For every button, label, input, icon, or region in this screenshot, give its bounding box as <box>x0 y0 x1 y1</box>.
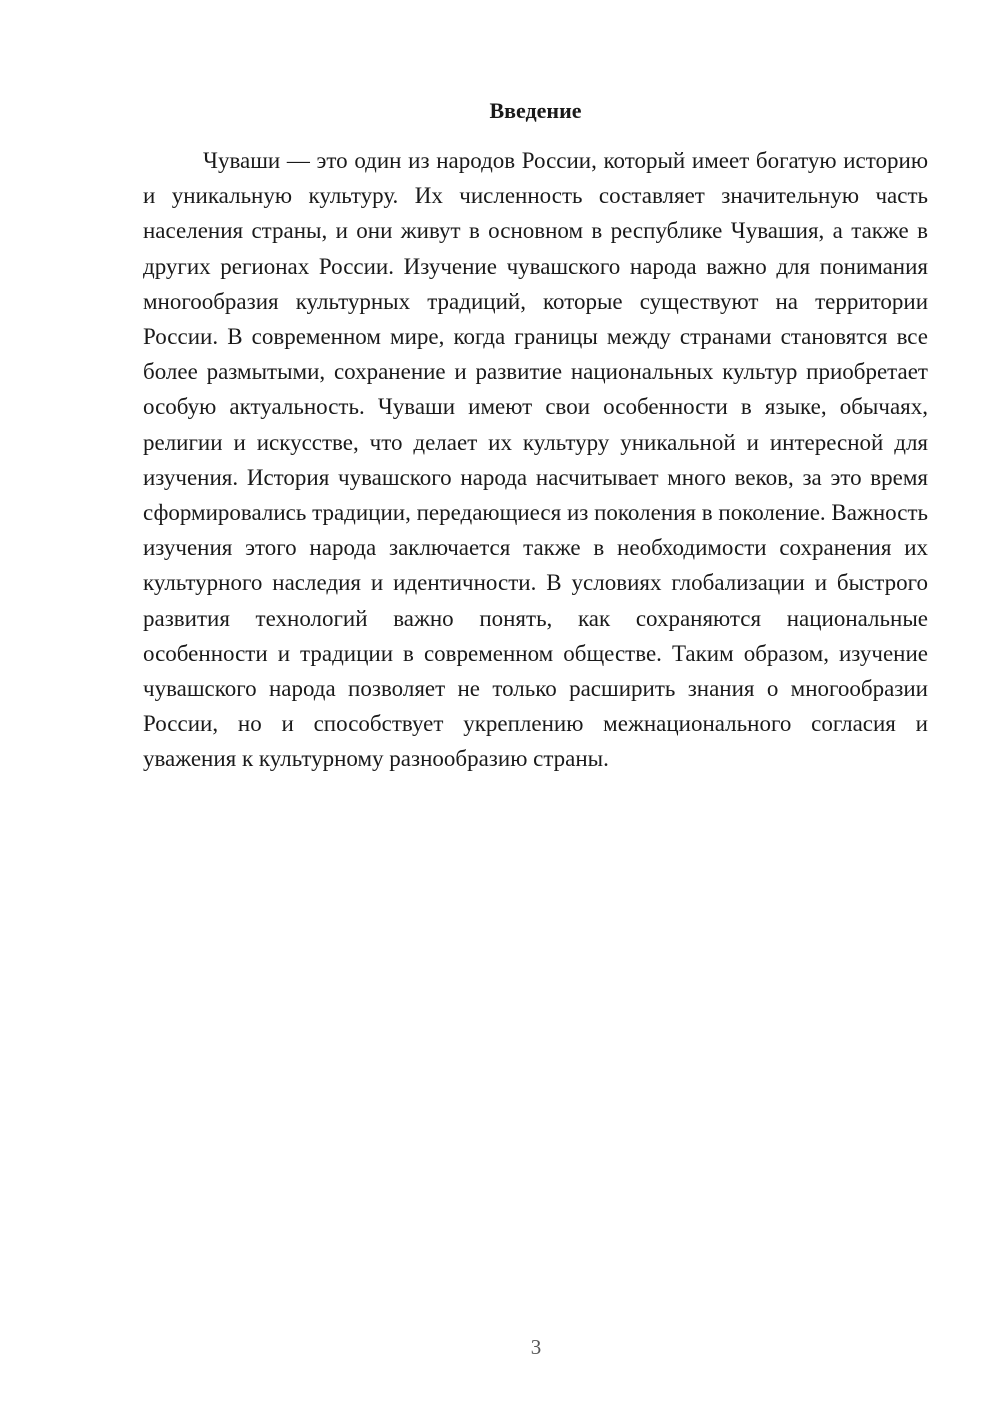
section-heading: Введение <box>489 98 582 123</box>
body-paragraph: Чуваши — это один из народов России, который имеет богатую историю и уникальную культуру. Их численность составляет значительную часть населения страны, и они живут в основном в республике Чувашия, а также в других регионах России. Изучение чувашского народа важно для понимания многообразия культурных традиций, которые существуют на территории России. В современном мире, когда границы между странами становятся все более размытыми, сохранение и развитие национальных культур приобретает особую актуальность. Чуваши имеют свои особенности в языке, обычаях, религии и искусстве, что делает их культуру уникальной и интересной для изучения. История чувашского народа насчитывает много веков, за это время сформировались традиции, передающиеся из поколения в поколение. Важность изучения этого народа заключается также в необходимости сохранения их культурного наследия и идентичности. В условиях глобализации и быстрого развития технологий важно понять, как сохраняются национальные особенности и традиции в современном обществе. Таким образом, изучение чувашского народа позволяет не только расширить знания о многообразии России, но и способствует укреплению межнационального согласия и уважения к культурному разнообразию страны. <box>143 148 928 772</box>
page-number: 3 <box>530 1335 542 1359</box>
